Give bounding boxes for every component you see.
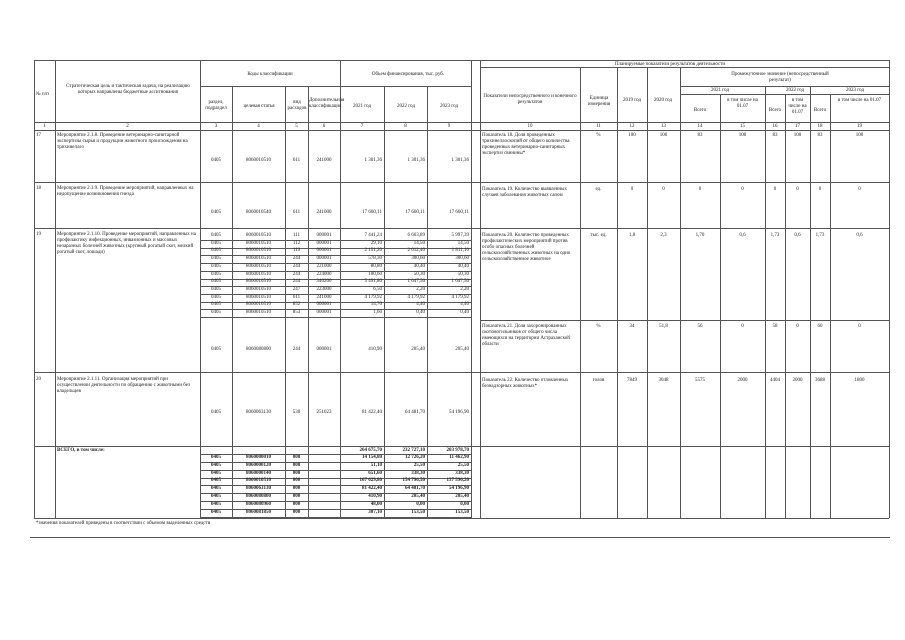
total-2021: 83 <box>697 133 703 138</box>
value-2020: 51,8 <box>659 324 668 329</box>
column-number: 7 <box>360 124 364 129</box>
amount-2021: 17 660,11 <box>362 210 382 215</box>
total-2023-amount: 203 978,70 <box>446 448 469 453</box>
grid-line <box>765 86 766 518</box>
razdel-cell: 0405 <box>211 470 221 476</box>
incl-2022: 0,6 <box>794 233 801 238</box>
value-2019: 100 <box>628 133 636 138</box>
vid-cell: 611 <box>292 294 301 300</box>
col-2019-header: 2019 год <box>622 98 642 103</box>
target-cell: 8060010510 <box>246 233 271 238</box>
dop-cell: 000001 <box>316 240 332 246</box>
column-number: 15 <box>740 124 745 129</box>
column-number: 13 <box>661 124 666 129</box>
razdel-cell: 0405 <box>211 486 221 492</box>
col-2021-header: 2021 год <box>352 104 372 109</box>
value-2019: 1,8 <box>628 233 636 238</box>
target-cell: 8060063130 <box>246 486 271 492</box>
incl-2022: 0 <box>796 324 799 329</box>
razdel-cell: 0405 <box>211 509 221 515</box>
table-top <box>34 60 889 61</box>
vid-cell: 611 <box>292 158 301 163</box>
total-2021: 56 <box>697 324 703 329</box>
amount-2023: 300,60 <box>455 256 469 262</box>
row-number: 19 <box>36 232 41 237</box>
amount-2021: 14,70 <box>370 302 382 308</box>
vid-cell: 111 <box>292 233 301 238</box>
vid-cell: 119 <box>292 248 301 254</box>
amount-2023: 2,20 <box>460 286 469 292</box>
total-2021: 0 <box>698 187 702 192</box>
grid-line <box>889 60 890 518</box>
goal-text: Мероприятие 2.1.9. Проведение мероприятий, направленных на недопущение возникновения гнезда <box>57 186 194 197</box>
razdel-cell: 0405 <box>211 294 221 300</box>
razdel-cell: 0405 <box>211 248 221 254</box>
amount-2023: 54 196,90 <box>449 410 469 415</box>
col-target-header: целевая статья <box>243 104 275 109</box>
total-2021: 5575 <box>695 378 705 383</box>
razdel-cell: 0405 <box>211 494 221 499</box>
total-2022: 1,73 <box>770 233 780 238</box>
indicator-text: Показатель 18. Доля проведенных трихинеллоскопий от общего количества проведенных ветеринарно-санитарных экспертиз свинины* <box>482 133 570 156</box>
indicator-text: Показатель 20. Количество проведенных профилактических мероприятий против особо опасных болезней сельскохозяйственных животных на одно сельскохозяйственное животное <box>482 233 571 262</box>
total-2022: 4404 <box>770 378 780 383</box>
amount-2022: 205,40 <box>411 494 425 499</box>
target-cell: 8060000120 <box>246 462 271 468</box>
vid-cell: 852 <box>292 302 301 308</box>
amount-2021: 100,60 <box>368 271 382 277</box>
grid-line <box>830 94 831 518</box>
row-number: 20 <box>36 377 41 382</box>
amount-2022: 2 012,40 <box>407 248 425 254</box>
amount-2023: 14,50 <box>457 240 469 246</box>
vid-cell: 530 <box>292 410 301 415</box>
total-2022: 83 <box>772 133 778 138</box>
amount-2023: 338,30 <box>455 470 469 476</box>
dop-cell: 000001 <box>316 248 332 254</box>
intermediate-2023: 2023 год <box>845 88 865 93</box>
unit-cell: голов <box>592 378 605 383</box>
amount-2023: 54 196,90 <box>449 486 469 492</box>
column-number: 11 <box>596 124 601 129</box>
vid-cell: 000 <box>292 486 301 492</box>
grid-line <box>810 86 811 518</box>
col-vid-header: вид расходов <box>287 100 307 111</box>
incl-subheader: в том числе на 01.07 <box>727 98 758 109</box>
amount-2022: 6 663,89 <box>407 233 425 238</box>
incl-2021: 2000 <box>737 378 748 383</box>
razdel-cell: 0405 <box>211 158 221 163</box>
column-number: 3 <box>214 124 218 129</box>
amount-2022: 12 726,20 <box>405 455 425 460</box>
razdel-cell: 0405 <box>211 455 221 460</box>
grid-line <box>785 94 786 518</box>
incl-2021: 0 <box>741 324 744 329</box>
col-codes-header: Коды классификации <box>247 72 293 77</box>
amount-2023: 137 596,20 <box>446 478 469 484</box>
vid-cell: 000 <box>292 494 301 499</box>
target-cell: 8060010510 <box>246 256 271 262</box>
dop-cell: 000001 <box>316 302 332 308</box>
vid-cell: 611 <box>292 210 301 215</box>
amount-2021: 1 301,36 <box>364 158 382 163</box>
target-cell: 8060010510 <box>246 310 271 315</box>
razdel-cell: 0405 <box>211 286 221 292</box>
target-cell: 8060081850 <box>246 509 271 515</box>
total-2022: 58 <box>772 324 778 329</box>
column-number: 8 <box>404 124 407 129</box>
incl-2023: 0 <box>858 324 861 329</box>
amount-2023: 0,00 <box>460 501 469 507</box>
target-cell: 8060010510 <box>246 271 271 277</box>
razdel-cell: 0405 <box>211 256 221 262</box>
amount-2023: 4,40 <box>460 302 469 308</box>
incl-2021: 100 <box>738 133 747 138</box>
amount-2023: 40,40 <box>457 263 469 269</box>
razdel-cell: 0405 <box>211 302 221 308</box>
amount-2021: 4 179,92 <box>364 294 382 300</box>
total-2023: 0 <box>818 187 822 192</box>
amount-2021: 2 151,20 <box>364 248 382 254</box>
indicator-text: Показатель 22. Количество отловленных безнадзорных животных* <box>482 378 569 389</box>
col-goal-header: Стратегическая цель и тактическая задача, на реализацию которых направлены бюджетные ассигнования <box>66 84 190 95</box>
amount-2023: 17 660,11 <box>449 210 469 215</box>
total-2021-amount: 264 675,70 <box>359 448 382 453</box>
razdel-cell: 0405 <box>211 462 221 468</box>
column-number: 5 <box>295 124 298 129</box>
column-number: 19 <box>857 124 862 129</box>
row-separator <box>34 446 889 447</box>
razdel-cell: 0405 <box>211 263 221 269</box>
amount-2023: 1 647,50 <box>451 279 469 285</box>
razdel-cell: 0405 <box>211 501 221 507</box>
page-rule <box>30 537 890 538</box>
dop-cell: 223000 <box>316 286 332 292</box>
indicator-text: Показатель 21. Доля захоронированных скотомогильников от общего числа имеющихся на территории Астраханской области <box>482 324 570 347</box>
column-number: 18 <box>817 124 823 129</box>
amount-2022: 153,50 <box>411 509 425 515</box>
dop-cell: 000001 <box>316 256 332 262</box>
amount-2023: 0,40 <box>460 310 469 315</box>
value-2020: 100 <box>659 133 668 138</box>
amount-2022: 154 796,50 <box>402 478 425 484</box>
amount-2021: 307,10 <box>368 509 382 515</box>
row-separator <box>34 228 889 229</box>
row-number: 18 <box>36 186 41 191</box>
vid-cell: 853 <box>292 310 301 315</box>
col-2023-header: 2023 год <box>439 104 459 109</box>
incl-subheader: в том числе на 01.07 <box>837 98 882 103</box>
target-cell: 8060080960 <box>246 501 271 507</box>
target-cell: 8060080800 <box>246 494 271 499</box>
column-number: 6 <box>322 124 326 129</box>
col-unit-header: Единица измерения <box>587 96 611 107</box>
col-planned-header: Планируемые показатели результатов деятельности <box>614 62 726 67</box>
col-indicator-header: Показатели непосредственного и конечного результатов <box>483 94 577 105</box>
value-2019: 0 <box>630 187 634 192</box>
total-2023: 1,73 <box>815 233 825 238</box>
total-2022: 0 <box>773 187 777 192</box>
razdel-cell: 0405 <box>211 279 221 285</box>
col-2022-header: 2022 год <box>396 104 416 109</box>
amount-2023: 205,40 <box>455 347 469 352</box>
total-subheader: Всего <box>693 108 707 113</box>
unit-cell: ед. <box>595 187 602 192</box>
amount-2021: 5 491,80 <box>364 279 382 285</box>
dop-cell: 000001 <box>316 347 332 352</box>
target-cell: 8060010540 <box>246 210 271 215</box>
column-number: 10 <box>527 124 533 129</box>
vid-cell: 247 <box>292 286 301 292</box>
target-cell: 8060010510 <box>246 263 271 269</box>
grid-line <box>471 60 472 518</box>
column-number: 9 <box>447 124 451 129</box>
dop-cell: 251023 <box>316 410 332 415</box>
indicator-separator <box>480 320 889 321</box>
codes-line <box>200 86 340 87</box>
column-number: 12 <box>629 124 635 129</box>
amount-2022: 50,30 <box>413 271 425 277</box>
amount-2023: 11 462,90 <box>449 455 469 460</box>
amount-2022: 17 660,11 <box>405 210 425 215</box>
razdel-cell: 0405 <box>211 271 221 277</box>
amount-2022: 25,50 <box>413 462 425 468</box>
target-cell: 8060010510 <box>246 248 271 254</box>
vid-cell: 000 <box>292 470 301 476</box>
table-bottom <box>34 518 889 519</box>
amount-2021: 410,90 <box>368 494 382 499</box>
target-cell: 8060000140 <box>246 470 271 476</box>
vid-cell: 000 <box>292 462 301 468</box>
total-2022-amount: 232 727,10 <box>402 448 425 453</box>
col-2020-header: 2020 год <box>653 98 673 103</box>
amount-2022: 64 481,70 <box>405 486 425 492</box>
target-cell: 8060063130 <box>246 410 271 415</box>
amount-2023: 205,40 <box>455 494 469 499</box>
amount-2021: 578,30 <box>368 256 382 262</box>
dop-cell: 241000 <box>316 158 332 163</box>
incl-2023: 0,6 <box>856 233 863 238</box>
dop-cell: 241000 <box>316 294 332 300</box>
sub-row-line <box>200 317 471 318</box>
amount-2021: 29,10 <box>370 240 382 246</box>
vid-cell: 000 <box>292 509 301 515</box>
dop-cell: 340200 <box>316 279 332 285</box>
incl-2021: 0,6 <box>739 233 746 238</box>
razdel-cell: 0405 <box>211 210 221 215</box>
col-number-header: № п/п <box>36 92 49 97</box>
razdel-cell: 0405 <box>211 240 221 246</box>
target-cell: 8060010510 <box>246 158 271 163</box>
column-number: 17 <box>795 124 800 129</box>
row-number: 17 <box>36 133 41 138</box>
total-2023: 83 <box>817 133 823 138</box>
funding-line <box>340 86 471 87</box>
column-number: 2 <box>126 124 129 129</box>
dop-cell: 241000 <box>316 210 332 215</box>
amount-2023: 1 811,10 <box>451 248 469 254</box>
col-dop-header: Дополнительная классификация <box>309 98 345 109</box>
column-number: 14 <box>697 124 703 129</box>
incl-2023: 0 <box>858 187 861 192</box>
target-cell: 8060010510 <box>246 294 271 300</box>
amount-2022: 4,40 <box>416 302 425 308</box>
incl-2021: 0 <box>741 187 744 192</box>
incl-2023: 100 <box>855 133 864 138</box>
amount-2022: 0,00 <box>416 501 425 507</box>
amount-2021: 651,60 <box>368 470 382 476</box>
amount-2023: 25,50 <box>457 462 469 468</box>
intermediate-2022: 2022 год <box>785 88 805 93</box>
amount-2021: 6,50 <box>373 286 382 292</box>
amount-2021: 81 422,40 <box>362 486 382 492</box>
amount-2022: 14,50 <box>413 240 425 246</box>
vid-cell: 112 <box>292 240 301 246</box>
incl-2023: 1800 <box>854 378 865 383</box>
col-funding-header: Объем финансирования, тыс. руб. <box>371 72 445 77</box>
header-bottom <box>34 122 889 123</box>
total-2023: 3688 <box>815 378 825 383</box>
incl-2022: 2000 <box>792 378 803 383</box>
amount-2022: 205,40 <box>411 347 425 352</box>
vid-cell: 244 <box>292 271 301 277</box>
amount-2021: 7 441,24 <box>364 233 382 238</box>
amount-2021: 80,80 <box>370 263 382 269</box>
amount-2023: 4 179,92 <box>451 294 469 300</box>
amount-2021: 14 154,80 <box>362 455 382 460</box>
footnote: *значения показателей приведены в соответствии с объемом выделенных средств <box>36 521 211 526</box>
unit-cell: % <box>596 133 601 138</box>
vid-cell: 000 <box>292 501 301 507</box>
value-2020: 0 <box>662 187 665 192</box>
amount-2021: 167 629,80 <box>359 478 382 484</box>
value-2020: 2,3 <box>660 233 667 238</box>
incl-2022: 0 <box>796 187 799 192</box>
unit-cell: тыс. ед. <box>590 233 607 238</box>
target-cell: 8060010510 <box>246 478 271 484</box>
amount-2022: 338,30 <box>411 470 425 476</box>
target-cell: 8060010510 <box>246 240 271 246</box>
vid-cell: 000 <box>292 455 301 460</box>
total-subheader: Всего <box>813 108 827 113</box>
vid-cell: 244 <box>292 256 301 262</box>
unit-cell: % <box>596 324 601 329</box>
target-cell: 8060010510 <box>246 279 271 285</box>
total-label: ВСЕГО, в том числе: <box>57 448 105 453</box>
amount-2022: 64 481,70 <box>405 410 425 415</box>
total-subheader: Всего <box>768 108 782 113</box>
amount-2022: 4 179,92 <box>407 294 425 300</box>
razdel-cell: 0405 <box>211 233 221 238</box>
amount-2021: 81 422,40 <box>362 410 382 415</box>
razdel-cell: 0405 <box>211 478 221 484</box>
value-2019: 34 <box>629 324 635 329</box>
amount-2023: 5 997,39 <box>451 233 469 238</box>
dop-cell: 224000 <box>316 271 332 277</box>
amount-2021: 410,90 <box>368 347 382 352</box>
row-separator <box>34 372 889 373</box>
value-2019: 7849 <box>627 378 637 383</box>
goal-text: Мероприятие 2.1.8. Проведение ветеринарно-санитарной экспертизы сырья и продукции животного происхождения на трихинеллез <box>57 133 188 150</box>
indicator-text: Показатель 19. Количество выявленных случаев заболевания животных сапом <box>482 187 567 198</box>
column-number: 16 <box>772 124 778 129</box>
intermediate-line <box>680 86 889 87</box>
target-cell: 8060010510 <box>246 286 271 292</box>
dop-cell: 000001 <box>316 233 332 238</box>
amount-2022: 40,40 <box>413 263 425 269</box>
target-cell: 8060000010 <box>246 455 271 460</box>
column-number: 1 <box>43 124 46 129</box>
amount-2022: 300,60 <box>411 256 425 262</box>
incl-2022: 100 <box>793 133 802 138</box>
value-2020: 3048 <box>658 378 669 383</box>
incl-subheader: в том числе на 01.07 <box>788 98 807 115</box>
goal-text: Мероприятие 2.1.10. Проведение мероприятий, направленных на профилактику инфекционных, инвазионных и массовых незаразных болезней животных (крупный рогатый скот, мелкий рогатый скот, лошади) <box>57 232 196 255</box>
amount-2023: 50,30 <box>457 271 469 277</box>
col-intermediate-header: Промежуточное значение (непосредственный результат) <box>731 72 829 83</box>
amount-2023: 1 301,36 <box>451 158 469 163</box>
amount-2022: 1 301,36 <box>407 158 425 163</box>
vid-cell: 244 <box>292 347 301 352</box>
vid-cell: 000 <box>292 478 301 484</box>
amount-2022: 0,40 <box>416 310 425 315</box>
razdel-cell: 0405 <box>211 310 221 315</box>
amount-2022: 2,20 <box>416 286 425 292</box>
col-razdel-header: раздел, подраздел <box>205 100 227 111</box>
dop-cell: 221000 <box>316 263 332 269</box>
razdel-cell: 0405 <box>211 347 221 352</box>
dop-cell: 000001 <box>316 310 332 315</box>
amount-2023: 153,50 <box>455 509 469 515</box>
row-separator <box>34 182 889 183</box>
intermediate-2021: 2021 год <box>710 88 730 93</box>
razdel-cell: 0405 <box>211 410 221 415</box>
target-cell: 8060080800 <box>246 347 271 352</box>
grid-line <box>720 94 721 518</box>
total-2023: 60 <box>817 324 823 329</box>
sub-row-line <box>200 517 471 518</box>
amount-2021: 48,00 <box>370 501 382 507</box>
column-number: 4 <box>257 124 260 129</box>
goal-text: Мероприятие 2.1.11. Организация мероприятий при осуществлении деятельности по обращению с животными без владельцев <box>57 377 191 394</box>
amount-2022: 1 647,50 <box>407 279 425 285</box>
vid-cell: 244 <box>292 263 301 269</box>
number-row-bottom <box>34 130 889 131</box>
amount-2021: 51,10 <box>370 462 382 468</box>
total-2021: 1,70 <box>695 233 705 238</box>
amount-2021: 1,60 <box>373 310 382 315</box>
vid-cell: 244 <box>292 279 301 285</box>
target-cell: 8060010510 <box>246 302 271 308</box>
